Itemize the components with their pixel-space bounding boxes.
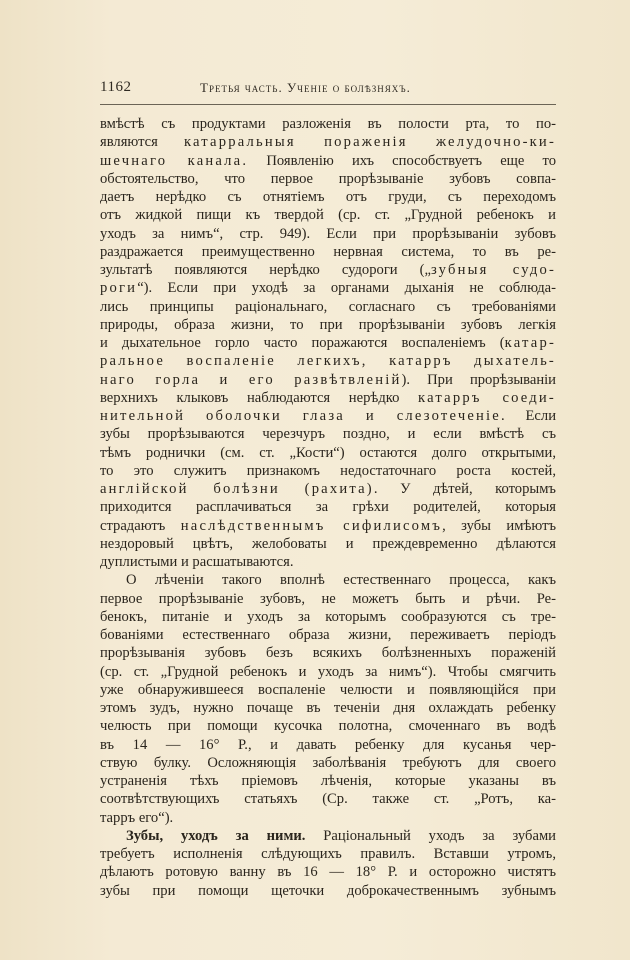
spaced-emphasis: шечнаго канала. <box>100 152 249 169</box>
text-line <box>100 863 556 881</box>
text-run: О лѣченіи такого вполнѣ естественнаго процесса, какъ <box>126 572 556 589</box>
text-run: Появленію ихъ способствуетъ еще то <box>248 152 556 169</box>
text-line <box>100 882 556 900</box>
text-run: и дыхательное горло часто поражаются воспаленіемъ ( <box>100 335 505 351</box>
text-line <box>100 535 556 553</box>
text-line <box>100 371 556 389</box>
text-run: (ср. ст. „Грудной ребенокъ и уходъ за нимъ“). Чтобы смягчить <box>100 663 556 680</box>
spaced-emphasis: роги <box>100 280 138 297</box>
spaced-emphasis: ральное воспаленіе легкихъ, катарръ дыхатель- <box>100 353 556 370</box>
text-line <box>100 517 556 535</box>
text-line <box>100 261 556 279</box>
text-line <box>100 188 556 206</box>
text-run: устраненія тѣхъ пріемовъ лѣченія, которые указаны въ <box>100 773 556 789</box>
spaced-emphasis: наслѣдственнымъ сифилисомъ <box>180 517 443 534</box>
text-line <box>100 772 556 790</box>
text-line <box>100 389 556 407</box>
text-run: верхнихъ клыковъ наблюдаются нерѣдко <box>100 389 419 406</box>
text-run: первое прорѣзываніе зубовъ, не можетъ быть и рѣчи. Ре- <box>100 590 556 607</box>
text-run: являются <box>100 134 184 151</box>
spaced-emphasis: катарральныя пораженія желудочно-ки- <box>183 134 556 151</box>
text-run: бенокъ, питаніе и уходъ за которымъ сообразуются съ тре- <box>100 608 556 625</box>
text-line <box>100 480 556 498</box>
text-run: Если <box>506 408 556 424</box>
text-run: . У дѣтей, которымъ <box>373 481 556 497</box>
text-line <box>100 462 556 480</box>
text-run: дуплистыми и расшатываются. <box>100 554 294 570</box>
text-run: отъ жидкой пищи къ твердой (ср. ст. „Грудной ребенокъ и <box>100 207 556 224</box>
text-run: въ 14 — 16° Р., и давать ребенку для кусанья чер- <box>100 736 556 753</box>
text-run: лись принципы раціональнаго, согласнаго съ требованіями <box>100 298 556 315</box>
text-run: вмѣстѣ съ продуктами разложенія въ полости рта, то по- <box>100 116 556 132</box>
text-run: уже обнаружившееся воспаленіе челюсти и появляющійся при <box>100 681 556 698</box>
text-line <box>100 316 556 334</box>
text-line <box>100 133 556 151</box>
text-run: раздражается преимущественно нервная система, то въ ре- <box>100 243 556 260</box>
text-run: прорѣзыванія зубовъ безъ всякихъ болѣзненныхъ пораженій <box>100 645 556 662</box>
text-run: страдаютъ <box>100 517 181 534</box>
text-run: тарръ его“). <box>100 809 174 826</box>
text-run: , зубы имѣютъ <box>442 517 556 534</box>
text-run: обстоятельство, что первое прорѣзываніе зубовъ совпа- <box>100 170 556 187</box>
text-line <box>100 225 556 243</box>
text-run: ). При прорѣзываніи <box>401 371 556 388</box>
text-line <box>100 827 556 845</box>
text-line <box>100 243 556 261</box>
text-line <box>100 736 556 754</box>
spaced-emphasis: англійской болѣзни (рахита) <box>100 481 374 497</box>
text-run: нездоровый цвѣтъ, желобоваты и преждевременно дѣлаются <box>100 535 556 552</box>
text-line <box>100 590 556 608</box>
text-line <box>100 352 556 370</box>
section-heading: Зубы, уходъ за ними. <box>126 827 306 844</box>
text-run: уходъ за нимъ“, стр. 949). Если при прорѣзываніи зубовъ <box>100 225 556 242</box>
text-line <box>100 663 556 681</box>
text-run: природы, образа жизни, то при прорѣзываніи зубовъ легкія <box>100 316 556 333</box>
text-line <box>100 699 556 717</box>
text-run: зубы прорѣзываются черезчуръ поздно, и если вмѣстѣ съ <box>100 426 556 443</box>
text-line <box>100 681 556 699</box>
text-line <box>100 444 556 462</box>
text-run: зубы при помощи щеточки доброкачественнымъ зубнымъ <box>100 882 556 899</box>
text-run: соотвѣтствующихъ статьяхъ (Ср. также ст. „Ротъ, ка- <box>100 791 556 808</box>
text-line <box>100 170 556 188</box>
text-line <box>100 425 556 443</box>
text-line <box>100 152 556 170</box>
text-run: челюсть при помощи кусочка полотна, смоченнаго въ водѣ <box>100 718 556 735</box>
text-run: требуетъ исполненія слѣдующихъ правилъ. Вставши утромъ, <box>100 846 556 862</box>
page-number: 1162 <box>100 79 132 95</box>
text-line <box>100 754 556 772</box>
text-run: “). Если при уходѣ за органами дыханія не соблюда- <box>137 280 556 297</box>
text-run: тѣмъ роднички (см. ст. „Кости“) остаются долго открытыми, <box>100 444 556 461</box>
text-line <box>100 717 556 735</box>
body-text <box>100 115 556 900</box>
running-title: Третья часть. Ученіе о болѣзняхъ. <box>200 80 411 95</box>
spaced-emphasis: катарръ соеди- <box>418 389 556 406</box>
text-run: зультатѣ появляются нерѣдко судороги („ <box>100 262 431 278</box>
spaced-emphasis: зубныя судо- <box>431 262 556 278</box>
spaced-emphasis: катар- <box>504 335 556 351</box>
spaced-emphasis: нительной оболочки глаза и слезотеченіе. <box>100 408 507 424</box>
text-run: дѣлаютъ ротовую ванну въ 16 — 18° Р. и осторожно чистятъ <box>100 864 556 881</box>
text-line <box>100 407 556 425</box>
text-line <box>100 115 556 133</box>
text-line <box>100 553 556 571</box>
text-line <box>100 644 556 662</box>
text-line <box>100 626 556 644</box>
text-line <box>100 334 556 352</box>
text-line <box>100 809 556 827</box>
header-rule <box>100 104 556 105</box>
text-run: то это служитъ признакомъ недостаточнаго роста костей, <box>100 462 556 479</box>
text-line <box>100 571 556 589</box>
text-run: даетъ нерѣдко съ отнятіемъ отъ груди, съ переходомъ <box>100 189 556 205</box>
text-line <box>100 790 556 808</box>
text-line <box>100 206 556 224</box>
text-run: Раціональный уходъ за зубами <box>305 827 556 844</box>
page-header <box>100 79 560 101</box>
text-line <box>100 498 556 516</box>
text-line <box>100 608 556 626</box>
text-run: приходится расплачиваться за грѣхи родителей, которыя <box>100 499 556 516</box>
text-line <box>100 298 556 316</box>
text-line <box>100 279 556 297</box>
text-line <box>100 845 556 863</box>
text-run: этомъ зудъ, нужно почаще въ теченіи дня охлаждать ребенку <box>100 700 556 716</box>
spaced-emphasis: наго горла и его развѣтвленій <box>100 371 402 388</box>
text-run: бованіями естественнаго образа жизни, переживаетъ періодъ <box>100 627 556 643</box>
text-run: ствую булку. Осложняющія заболѣванія требуютъ для своего <box>100 754 556 771</box>
